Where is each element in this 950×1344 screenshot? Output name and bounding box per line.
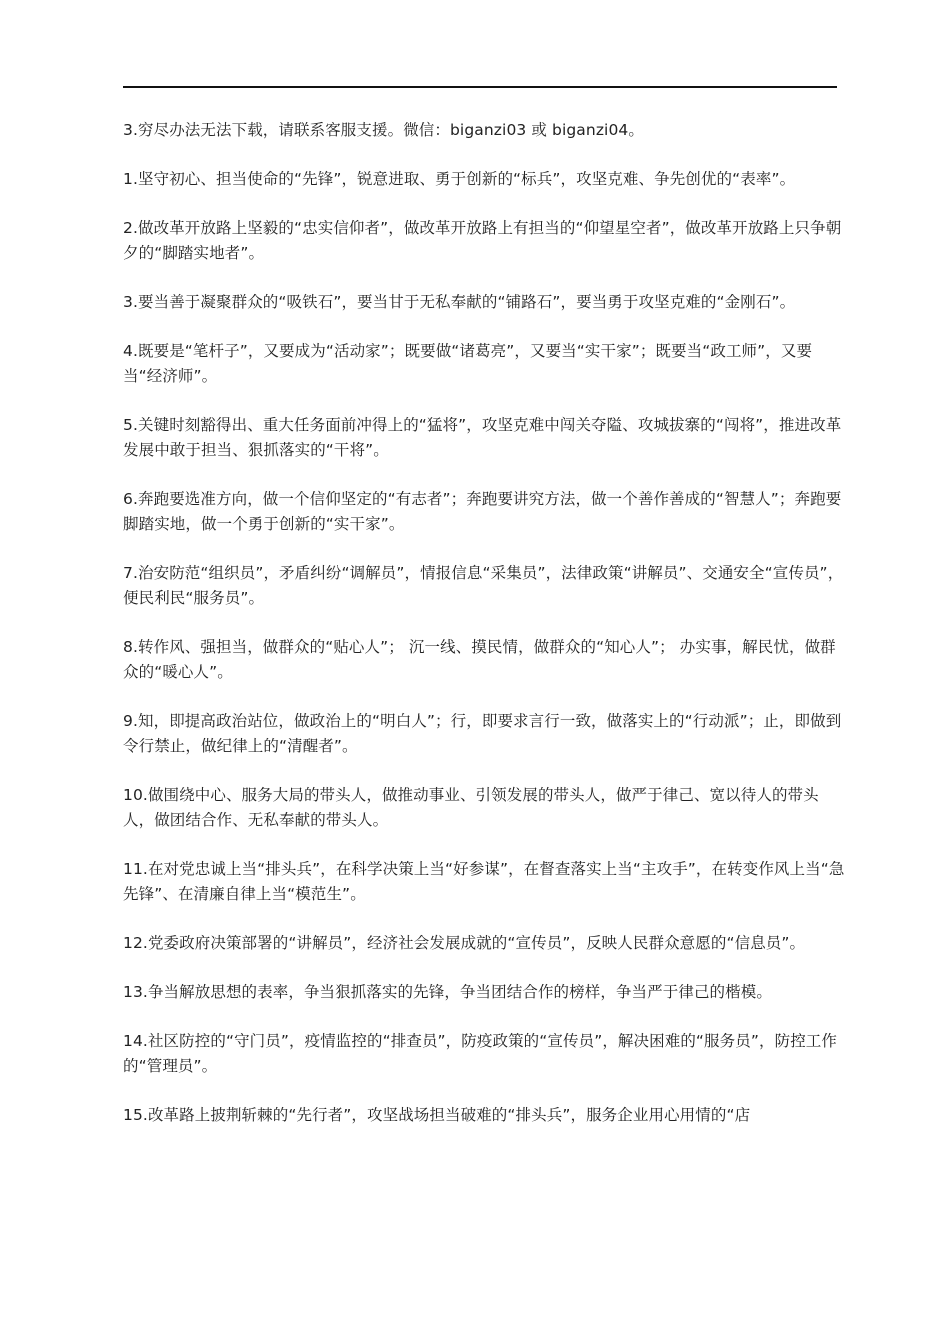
paragraph-item-2: 2.做改革开放路上坚毅的“忠实信仰者”，做改革开放路上有担当的“仰望星空者”，做改革开放路上只争朝夕的“脚踏实地者”。 [123,219,842,262]
document-body [123,118,847,1152]
header-divider [123,86,837,88]
paragraph-item-9: 9.知，即提高政治站位，做政治上的“明白人”；行，即要求言行一致，做落实上的“行动派”；止，即做到令行禁止，做纪律上的“清醒者”。 [123,712,842,755]
paragraph-item-4: 4.既要是“笔杆子”，又要成为“活动家”；既要做“诸葛亮”，又要当“实干家”；既要当“政工师”，又要当“经济师”。 [123,342,813,385]
paragraph-item-12: 12.党委政府决策部署的“讲解员”，经济社会发展成就的“宣传员”，反映人民群众意愿的“信息员”。 [123,934,806,952]
paragraph-item-15: 15.改革路上披荆斩棘的“先行者”，攻坚战场担当破难的“排头兵”，服务企业用心用情的“店 [123,1106,751,1124]
paragraph-item-10: 10.做围绕中心、服务大局的带头人，做推动事业、引领发展的带头人，做严于律己、宽以待人的带头人，做团结合作、无私奉献的带头人。 [123,786,819,829]
paragraph-item-6: 6.奔跑要选准方向，做一个信仰坚定的“有志者”；奔跑要讲究方法，做一个善作善成的“智慧人”；奔跑要脚踏实地，做一个勇于创新的“实干家”。 [123,490,842,533]
paragraph-item-5: 5.关键时刻豁得出、重大任务面前冲得上的“猛将”，攻坚克难中闯关夺隘、攻城拔寨的“闯将”，推进改革发展中敢于担当、狠抓落实的“干将”。 [123,416,842,459]
paragraph-item-11: 11.在对党忠诚上当“排头兵”，在科学决策上当“好参谋”，在督查落实上当“主攻手”，在转变作风上当“急先锋”、在清廉自律上当“模范生”。 [123,860,845,903]
paragraph-item-1: 1.坚守初心、担当使命的“先锋”，锐意进取、勇于创新的“标兵”，攻坚克难、争先创优的“表率”。 [123,170,796,188]
paragraph-item-3: 3.要当善于凝聚群众的“吸铁石”，要当甘于无私奉献的“铺路石”，要当勇于攻坚克难的“金刚石”。 [123,293,796,311]
paragraph-item-7: 7.治安防范“组织员”，矛盾纠纷“调解员”，情报信息“采集员”，法律政策“讲解员”、交通安全“宣传员”，便民利民“服务员”。 [123,564,844,607]
paragraph-item-8: 8.转作风、强担当，做群众的“贴心人”； 沉一线、摸民情，做群众的“知心人”； 办实事，解民忧，做群众的“暖心人”。 [123,638,836,681]
paragraph-item-13: 13.争当解放思想的表率，争当狠抓落实的先锋，争当团结合作的榜样，争当严于律己的楷模。 [123,983,772,1001]
paragraph-contact-notice: 3.穷尽办法无法下载，请联系客服支援。微信：biganzi03 或 biganzi04。 [123,121,644,139]
paragraph-item-14: 14.社区防控的“守门员”，疫情监控的“排查员”，防疫政策的“宣传员”，解决困难的“服务员”，防控工作的“管理员”。 [123,1032,837,1075]
